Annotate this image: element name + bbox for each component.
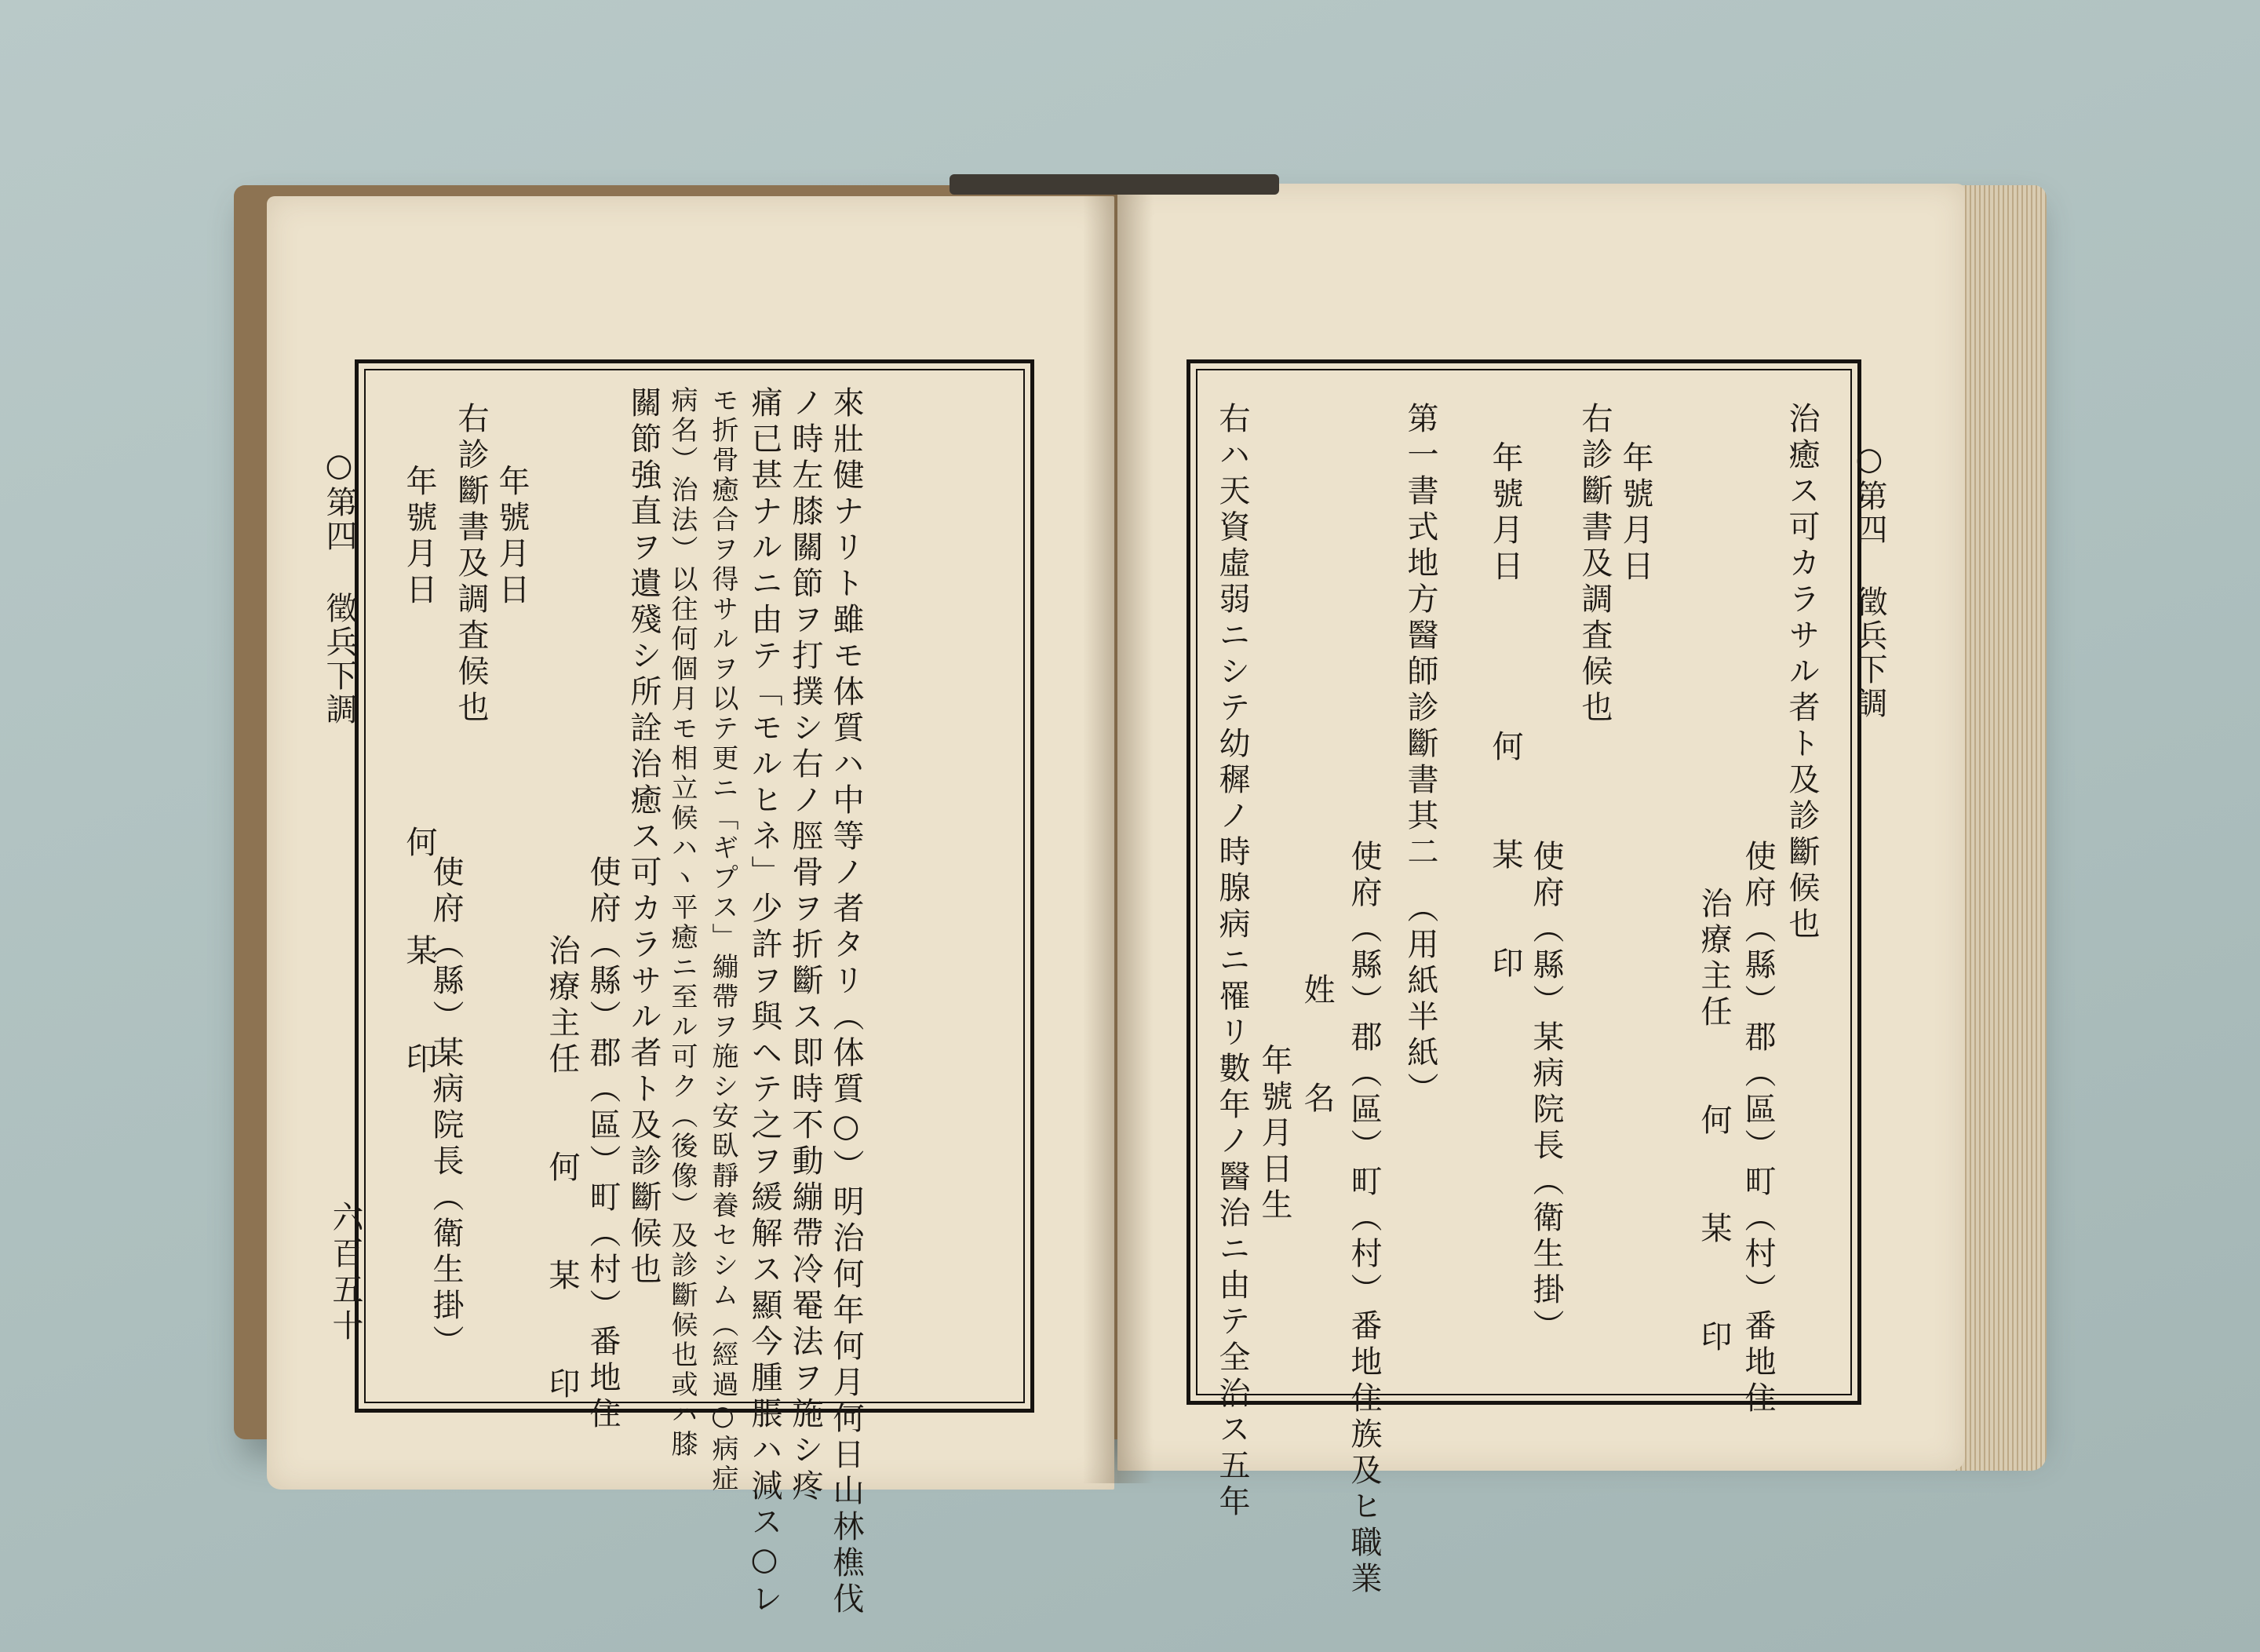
left-col-10: 右診斷書及調査候也 [453, 402, 489, 727]
right-col-4: 年號月日 [1617, 441, 1653, 585]
left-col-12: 年號月日 何 某 印 [401, 465, 437, 1078]
left-running-header: ○第四 徵兵下調 [321, 447, 357, 727]
right-col-10: 姓 名 [1299, 973, 1335, 1118]
right-col-11: 年號月日生 [1256, 1044, 1292, 1224]
left-col-11: 使府（縣）某病院長（衛生掛） [428, 855, 464, 1361]
page-edges [1952, 185, 2047, 1471]
left-col-9: 年號月日 [494, 465, 530, 609]
right-col-6: 使府（縣）某病院長（衛生掛） [1528, 840, 1564, 1345]
right-col-7: 年號月日 何 某 印 [1487, 441, 1523, 983]
right-running-header: ○第四 徵兵下調 [1851, 441, 1887, 720]
left-col-2: ノ時左膝關節ヲ打撲シ右ノ脛骨ヲ折斷ス即時不動繃帶冷罨法ヲ施シ疼 [787, 386, 823, 1505]
right-col-8: 第一書式地方醫師診斷書其二 （用紙半紙） [1402, 402, 1438, 1108]
spine-binding [950, 174, 1279, 195]
right-col-2: 使府（縣）郡（區）町（村）番地住 [1740, 840, 1776, 1417]
left-col-4: モ折骨癒合ヲ得サルヲ以テ更ニ「ギプス」繃帶ヲ施シ安臥靜養セシム（經過○病症 [707, 386, 738, 1494]
book-gutter [1083, 188, 1154, 1483]
right-col-5: 右診斷書及調査候也 [1577, 402, 1613, 727]
left-page-number: 六百五十 [327, 1201, 363, 1345]
right-col-1: 治癒ス可カラサル者ト及診斷候也 [1784, 402, 1820, 943]
left-col-1: 來壯健ナリト雖モ体質ハ中等ノ者タリ（体質○）明治何年何月何日山林樵伐 [828, 386, 864, 1618]
left-col-5: 病名）治法）以往何個月モ相立候ハヽ平癒ニ至ル可ク（後像）及診斷候也或ハ膝 [666, 386, 698, 1460]
left-col-3: 痛已甚ナルニ由テ「モルヒネ」少許ヲ與ヘテ之ヲ緩解ス顯今腫脹ハ減ス○レ [746, 386, 782, 1618]
right-col-3: 治療主任 何 某 印 [1696, 887, 1732, 1356]
left-col-6: 關節強直ヲ遺殘シ所詮治癒ス可カラサル者ト及診斷候也 [625, 386, 662, 1289]
left-col-7: 使府（縣）郡（區）町（村）番地住 [585, 855, 621, 1433]
right-col-12: 右ハ天資虛弱ニシテ幼穉ノ時腺病ニ罹リ數年ノ醫治ニ由テ全治ス五年 [1214, 402, 1250, 1521]
left-col-8: 治療主任 何 某 印 [544, 934, 580, 1403]
right-col-9: 使府（縣）郡（區）町（村）番地住族及ヒ職業 [1346, 840, 1382, 1598]
